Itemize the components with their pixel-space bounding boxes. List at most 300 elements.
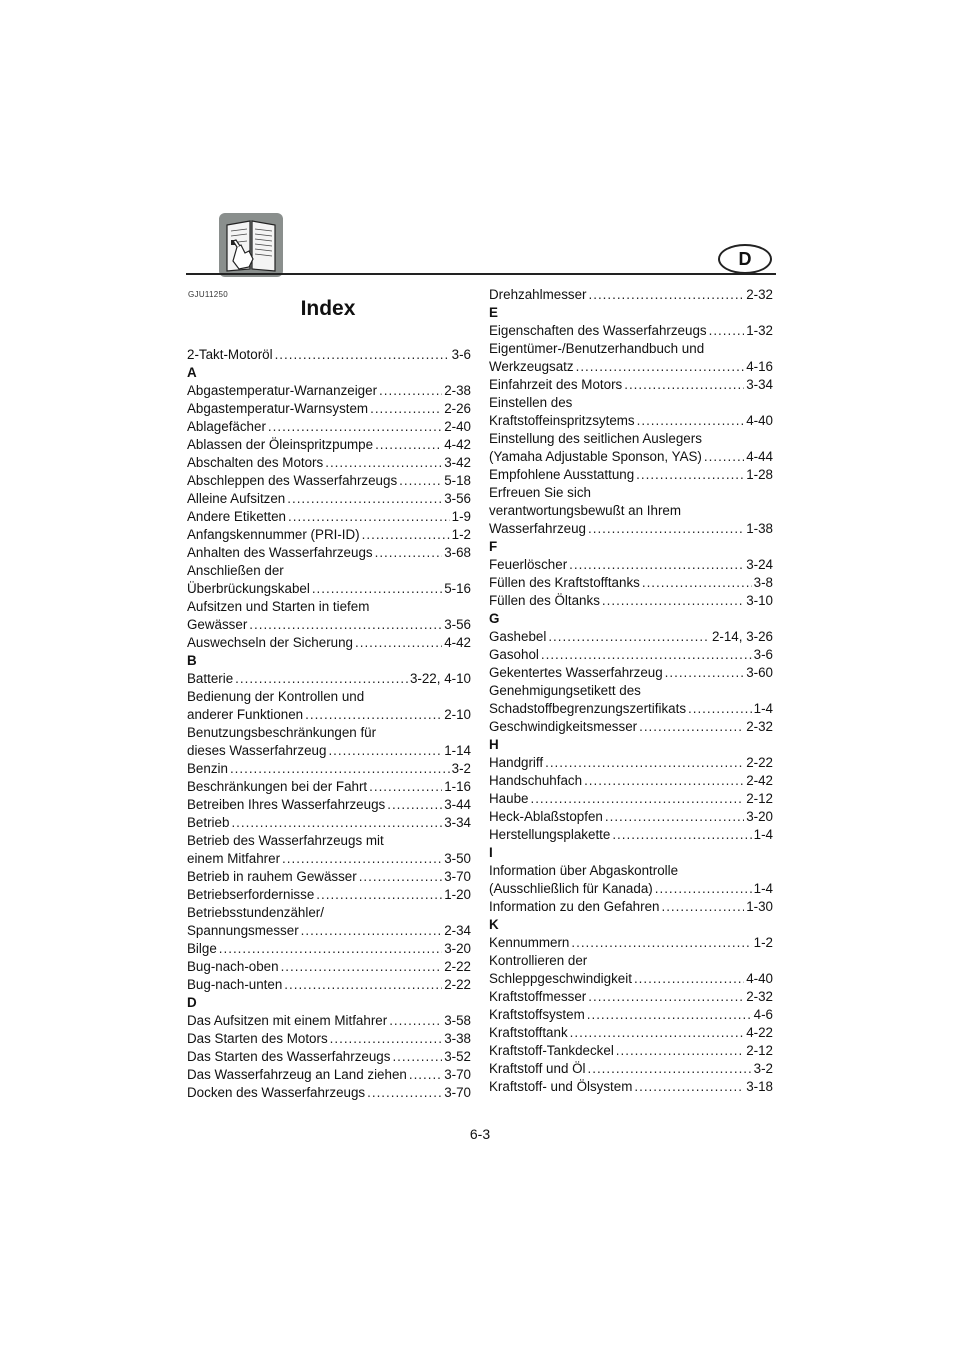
- index-entry-row: [187, 670, 471, 688]
- index-entry-page: 3-70: [444, 869, 471, 884]
- index-entry-page: 3-2: [451, 761, 471, 776]
- index-entry-row: [489, 808, 773, 826]
- dot-leader: [219, 940, 442, 958]
- dot-leader: [316, 886, 442, 904]
- index-entry-line: Betriebsstundenzähler/: [187, 905, 324, 920]
- index-entry-page: 1-4: [753, 701, 773, 716]
- index-entry-page: 3-34: [444, 815, 471, 830]
- index-entry-term: Kraftstoff-Tankdeckel: [489, 1043, 614, 1058]
- index-entry: [489, 988, 773, 1006]
- index-entry-term: Füllen des Öltanks: [489, 593, 600, 608]
- index-entry-term: Handgriff: [489, 755, 544, 770]
- index-entry-page: 2-10: [444, 707, 471, 722]
- index-entry-row: [489, 988, 773, 1006]
- page-number: 6-3: [469, 1126, 491, 1142]
- index-entry-term: Eigenschaften des Wasserfahrzeugs: [489, 323, 707, 338]
- index-entry-page: 4-16: [746, 359, 773, 374]
- index-section-letter: G: [489, 611, 500, 626]
- index-entry-row: [187, 760, 471, 778]
- index-entry-term: Kraftstoff und Öl: [489, 1061, 586, 1076]
- index-entry-term: Schadstoffbegrenzungszertifikats: [489, 701, 687, 716]
- index-entry-page: 3-70: [444, 1085, 471, 1100]
- index-entry-row: [489, 1024, 773, 1042]
- dot-leader: [655, 880, 752, 898]
- index-entry: [187, 346, 471, 364]
- index-entry-page: 3-10: [746, 593, 773, 608]
- index-entry-row: [187, 922, 471, 940]
- dot-leader: [367, 1084, 442, 1102]
- index-entry-line: Aufsitzen und Starten in tiefem: [187, 599, 370, 614]
- dot-leader: [587, 1006, 752, 1024]
- language-badge: D: [718, 244, 772, 274]
- index-entry-row: [489, 592, 773, 610]
- page-title: Index: [300, 297, 356, 320]
- index-entry-page: 2-12: [746, 1043, 773, 1058]
- index-entry: [187, 940, 471, 958]
- index-entry-term: Gashebel: [489, 629, 547, 644]
- index-entry-term: (Ausschließlich für Kanada): [489, 881, 653, 896]
- dot-leader: [576, 358, 745, 376]
- index-entry-term: Beschränkungen bei der Fahrt: [187, 779, 368, 794]
- index-entry-row: [489, 466, 773, 484]
- index-entry-row: [489, 520, 773, 538]
- index-entry-page: 3-34: [746, 377, 773, 392]
- index-entry-row: [187, 346, 471, 364]
- index-entry: [489, 898, 773, 916]
- dot-leader: [541, 646, 752, 664]
- index-entry-row: [187, 382, 471, 400]
- index-entry-page: 4-6: [753, 1007, 773, 1022]
- index-entry: [187, 724, 471, 760]
- dot-leader: [362, 526, 450, 544]
- dot-leader: [588, 988, 744, 1006]
- index-entry-row: [187, 616, 471, 634]
- index-entry-row: [489, 322, 773, 340]
- index-entry: [489, 772, 773, 790]
- index-entry-row: [187, 436, 471, 454]
- index-entry-line: Einstellen des: [489, 395, 573, 410]
- index-entry-term: Betrieb in rauhem Gewässer: [187, 869, 357, 884]
- index-entry-page: 5-16: [444, 581, 471, 596]
- index-entry-term: Bilge: [187, 941, 217, 956]
- index-entry: [187, 472, 471, 490]
- index-entry: [187, 832, 471, 868]
- index-entry: [187, 886, 471, 904]
- index-entry-line: Einstellung des seitlichen Auslegers: [489, 431, 702, 446]
- dot-leader: [634, 1078, 744, 1096]
- dot-leader: [387, 796, 442, 814]
- index-entry: [187, 382, 471, 400]
- index-entry: [489, 664, 773, 682]
- index-entry-row: [489, 1042, 773, 1060]
- index-section-letter: B: [187, 653, 197, 668]
- index-entry-row: [187, 778, 471, 796]
- index-entry-page: 1-2: [753, 935, 773, 950]
- index-entry-row: [489, 754, 773, 772]
- dot-leader: [288, 508, 450, 526]
- index-entry: [489, 1042, 773, 1060]
- index-entry-term: Empfohlene Ausstattung: [489, 467, 635, 482]
- index-entry-page: 3-42: [444, 455, 471, 470]
- index-entry: [187, 490, 471, 508]
- index-entry: [187, 400, 471, 418]
- index-entry-row: [187, 958, 471, 976]
- index-entry-term: Kraftstoffsystem: [489, 1007, 585, 1022]
- index-entry-term: Betriebserfordernisse: [187, 887, 315, 902]
- index-entry: [489, 556, 773, 574]
- index-entry-term: Benzin: [187, 761, 228, 776]
- dot-leader: [409, 1066, 442, 1084]
- dot-leader: [624, 376, 744, 394]
- index-entry: [187, 814, 471, 832]
- index-entry-page: 4-22: [746, 1025, 773, 1040]
- index-entry-row: [489, 286, 773, 304]
- index-entry-page: 3-56: [444, 617, 471, 632]
- index-entry-term: Schleppgeschwindigkeit: [489, 971, 632, 986]
- index-entry-row: [187, 742, 471, 760]
- index-entry-page: 3-6: [451, 347, 471, 362]
- index-entry-page: 4-42: [444, 635, 471, 650]
- index-entry-term: Geschwindigkeitsmesser: [489, 719, 638, 734]
- index-entry: [489, 718, 773, 736]
- index-entry-page: 3-56: [444, 491, 471, 506]
- index-entry-row: [187, 454, 471, 472]
- index-entry-row: [187, 850, 471, 868]
- dot-leader: [268, 418, 442, 436]
- index-entry-page: 2-38: [444, 383, 471, 398]
- index-entry-row: [489, 412, 773, 430]
- index-entry: [187, 760, 471, 778]
- index-entry-row: [187, 940, 471, 958]
- dot-leader: [369, 778, 442, 796]
- dot-leader: [282, 850, 442, 868]
- dot-leader: [392, 1048, 442, 1066]
- index-entry: [187, 526, 471, 544]
- dot-leader: [249, 616, 442, 634]
- index-entry-page: 3-68: [444, 545, 471, 560]
- index-entry-term: Anhalten des Wasserfahrzeugs: [187, 545, 373, 560]
- dot-leader: [355, 634, 442, 652]
- index-entry-page: 3-8: [753, 575, 773, 590]
- index-entry: [187, 1030, 471, 1048]
- index-entry-page: 1-2: [451, 527, 471, 542]
- index-entry-page: 2-22: [444, 977, 471, 992]
- dot-leader: [642, 574, 752, 592]
- index-entry-page: 2-32: [746, 719, 773, 734]
- index-entry: [187, 1012, 471, 1030]
- index-entry-page: 2-40: [444, 419, 471, 434]
- index-entry: [489, 1024, 773, 1042]
- index-entry-page: 1-32: [746, 323, 773, 338]
- index-entry-term: Betrieb: [187, 815, 230, 830]
- index-entry-row: [187, 580, 471, 598]
- index-entry-term: Einfahrzeit des Motors: [489, 377, 623, 392]
- index-entry-term: Gekentertes Wasserfahrzeug: [489, 665, 663, 680]
- dot-leader: [301, 922, 443, 940]
- index-entry-row: [187, 490, 471, 508]
- index-entry-term: Haube: [489, 791, 529, 806]
- dot-leader: [637, 412, 745, 430]
- dot-leader: [569, 556, 744, 574]
- index-entry-row: [489, 880, 773, 898]
- dot-leader: [612, 826, 751, 844]
- index-entry-term: Kraftstoff- und Ölsystem: [489, 1079, 633, 1094]
- index-entry: [187, 904, 471, 940]
- index-section-letter: D: [187, 995, 197, 1010]
- index-entry-term: Andere Etiketten: [187, 509, 287, 524]
- index-entry-term: Feuerlöscher: [489, 557, 568, 572]
- index-entry-page: 1-30: [746, 899, 773, 914]
- index-entry-page: 2-14, 3-26: [711, 629, 773, 644]
- index-entry: [187, 958, 471, 976]
- dot-leader: [639, 718, 744, 736]
- index-entry-page: 3-44: [444, 797, 471, 812]
- index-entry-term: Docken des Wasserfahrzeugs: [187, 1085, 366, 1100]
- index-entry: [489, 682, 773, 718]
- dot-leader: [709, 322, 745, 340]
- index-entry-page: 3-70: [444, 1067, 471, 1082]
- index-entry: [187, 634, 471, 652]
- index-entry-term: Gewässer: [187, 617, 248, 632]
- dot-leader: [530, 790, 744, 808]
- index-entry-row: [187, 508, 471, 526]
- index-entry-line: Eigentümer-/Benutzerhandbuch und: [489, 341, 705, 356]
- index-entry-row: [187, 418, 471, 436]
- header-rule: [186, 273, 776, 275]
- index-entry-row: [187, 634, 471, 652]
- index-entry-term: Spannungsmesser: [187, 923, 299, 938]
- index-entry: [489, 430, 773, 466]
- index-entry-row: [489, 898, 773, 916]
- index-entry-row: [489, 934, 773, 952]
- index-entry-row: [187, 868, 471, 886]
- index-entry-page: 2-22: [746, 755, 773, 770]
- index-section-letter: A: [187, 365, 197, 380]
- index-entry-page: 1-14: [444, 743, 471, 758]
- index-entry: [187, 598, 471, 634]
- dot-leader: [399, 472, 442, 490]
- index-entry: [187, 508, 471, 526]
- index-entry: [187, 418, 471, 436]
- index-entry-term: Information zu den Gefahren: [489, 899, 660, 914]
- dot-leader: [570, 1024, 745, 1042]
- dot-leader: [545, 754, 744, 772]
- index-entry-row: [489, 772, 773, 790]
- index-entry-term: Drehzahlmesser: [489, 287, 587, 302]
- index-entry-row: [489, 1006, 773, 1024]
- index-entry-term: Überbrückungskabel: [187, 581, 310, 596]
- manual-book-hand-icon: [219, 213, 283, 277]
- index-entry-row: [187, 1066, 471, 1084]
- index-entry-row: [489, 574, 773, 592]
- index-entry: [187, 796, 471, 814]
- index-entry-page: 1-4: [753, 881, 773, 896]
- index-entry-term: 2-Takt-Motoröl: [187, 347, 273, 362]
- index-entry-term: Handschuhfach: [489, 773, 583, 788]
- dot-leader: [275, 346, 450, 364]
- index-entry: [187, 778, 471, 796]
- index-entry-row: [489, 376, 773, 394]
- index-entry: [489, 592, 773, 610]
- index-entry-line: Bedienung der Kontrollen und: [187, 689, 365, 704]
- index-entry: [187, 454, 471, 472]
- index-entry: [187, 544, 471, 562]
- dot-leader: [230, 760, 450, 778]
- index-column-right: [489, 286, 773, 1096]
- index-entry: [489, 322, 773, 340]
- index-entry-page: 4-44: [746, 449, 773, 464]
- index-entry-row: [489, 970, 773, 988]
- index-entry-page: 3-2: [753, 1061, 773, 1076]
- index-entry-page: 2-22: [444, 959, 471, 974]
- dot-leader: [605, 808, 744, 826]
- index-entry-row: [187, 796, 471, 814]
- index-entry-term: Heck-Ablaßstopfen: [489, 809, 603, 824]
- index-entry: [489, 340, 773, 376]
- index-entry-term: Werkzeugsatz: [489, 359, 574, 374]
- index-entry-page: 2-34: [444, 923, 471, 938]
- index-column-left: [187, 346, 471, 1102]
- index-entry-row: [489, 358, 773, 376]
- index-entry: [489, 790, 773, 808]
- index-entry-page: 1-20: [444, 887, 471, 902]
- index-entry-row: [187, 1084, 471, 1102]
- index-entry-term: Betreiben Ihres Wasserfahrzeugs: [187, 797, 386, 812]
- index-entry-term: Das Aufsitzen mit einem Mitfahrer: [187, 1013, 388, 1028]
- index-entry-term: Kraftstofftank: [489, 1025, 568, 1040]
- index-entry-page: 1-38: [746, 521, 773, 536]
- index-entry-row: [187, 1030, 471, 1048]
- index-entry: [489, 862, 773, 898]
- index-section-letter: E: [489, 305, 498, 320]
- index-entry-term: Batterie: [187, 671, 234, 686]
- index-entry-row: [489, 646, 773, 664]
- index-entry-row: [489, 1078, 773, 1096]
- dot-leader: [665, 664, 745, 682]
- index-entry-page: 2-42: [746, 773, 773, 788]
- index-entry: [489, 754, 773, 772]
- index-section-letter: K: [489, 917, 499, 932]
- index-entry-term: Gasohol: [489, 647, 539, 662]
- index-entry: [187, 1084, 471, 1102]
- index-entry-page: 1-9: [451, 509, 471, 524]
- index-entry-term: Das Starten des Wasserfahrzeugs: [187, 1049, 391, 1064]
- index-entry-row: [489, 700, 773, 718]
- dot-leader: [235, 670, 408, 688]
- index-entry-page: 3-6: [753, 647, 773, 662]
- dot-leader: [312, 580, 442, 598]
- dot-leader: [231, 814, 442, 832]
- index-entry-page: 3-20: [746, 809, 773, 824]
- index-entry: [489, 646, 773, 664]
- index-entry-term: Kennummern: [489, 935, 570, 950]
- index-entry-row: [489, 826, 773, 844]
- dot-leader: [548, 628, 710, 646]
- index-entry-row: [187, 886, 471, 904]
- dot-leader: [281, 958, 443, 976]
- index-section-letter: I: [489, 845, 493, 860]
- index-entry-line: verantwortungsbewußt an Ihrem: [489, 503, 682, 518]
- dot-leader: [284, 976, 442, 994]
- index-entry-row: [489, 664, 773, 682]
- index-entry-line: Betrieb des Wasserfahrzeugs mit: [187, 833, 384, 848]
- index-entry-row: [489, 628, 773, 646]
- dot-leader: [328, 742, 442, 760]
- dot-leader: [602, 592, 744, 610]
- dot-leader: [688, 700, 752, 718]
- index-entry-row: [187, 1012, 471, 1030]
- index-entry-page: 1-28: [746, 467, 773, 482]
- index-entry: [489, 826, 773, 844]
- dot-leader: [588, 1060, 752, 1078]
- index-entry-term: Herstellungsplakette: [489, 827, 611, 842]
- index-entry-term: Abgastemperatur-Warnsystem: [187, 401, 369, 416]
- index-entry-page: 3-52: [444, 1049, 471, 1064]
- index-entry-term: Ablagefächer: [187, 419, 266, 434]
- index-entry-page: 2-32: [746, 989, 773, 1004]
- index-entry: [489, 376, 773, 394]
- index-entry-term: Füllen des Kraftstofftanks: [489, 575, 640, 590]
- index-entry-term: Kraftstoffmesser: [489, 989, 587, 1004]
- index-entry-page: 2-12: [746, 791, 773, 806]
- dot-leader: [634, 970, 744, 988]
- index-entry: [489, 628, 773, 646]
- index-entry: [489, 484, 773, 538]
- index-entry: [187, 670, 471, 688]
- index-entry-page: 3-22, 4-10: [409, 671, 471, 686]
- index-entry-row: [489, 790, 773, 808]
- dot-leader: [325, 454, 442, 472]
- index-entry-page: 4-42: [444, 437, 471, 452]
- document-code: GJU11250: [188, 290, 229, 299]
- index-entry-row: [187, 706, 471, 724]
- index-entry-line: Kontrollieren der: [489, 953, 588, 968]
- index-entry-row: [489, 448, 773, 466]
- index-entry-term: Abschalten des Motors: [187, 455, 324, 470]
- dot-leader: [370, 400, 442, 418]
- index-entry-term: dieses Wasserfahrzeug: [187, 743, 327, 758]
- index-entry-page: 1-16: [444, 779, 471, 794]
- index-entry-term: Auswechseln der Sicherung: [187, 635, 353, 650]
- dot-leader: [571, 934, 751, 952]
- index-entry: [489, 466, 773, 484]
- dot-leader: [330, 1030, 443, 1048]
- index-entry: [489, 808, 773, 826]
- index-entry-row: [187, 976, 471, 994]
- index-entry-page: 5-18: [444, 473, 471, 488]
- index-entry-term: Anfangskennummer (PRI-ID): [187, 527, 360, 542]
- index-entry-term: Alleine Aufsitzen: [187, 491, 286, 506]
- index-entry: [489, 1006, 773, 1024]
- index-entry: [187, 1048, 471, 1066]
- index-entry-term: Bug-nach-oben: [187, 959, 279, 974]
- index-entry: [489, 286, 773, 304]
- dot-leader: [588, 520, 744, 538]
- dot-leader: [375, 436, 442, 454]
- index-entry-term: anderer Funktionen: [187, 707, 304, 722]
- index-section-letter: H: [489, 737, 499, 752]
- index-entry-row: [187, 472, 471, 490]
- index-entry-row: [187, 1048, 471, 1066]
- index-entry-page: 1-4: [753, 827, 773, 842]
- index-entry: [489, 574, 773, 592]
- dot-leader: [589, 286, 745, 304]
- index-entry-term: Abschleppen des Wasserfahrzeugs: [187, 473, 398, 488]
- index-entry-line: Benutzungsbeschränkungen für: [187, 725, 377, 740]
- index-entry-term: Ablassen der Öleinspritzpumpe: [187, 437, 374, 452]
- index-entry-row: [187, 400, 471, 418]
- index-entry: [187, 1066, 471, 1084]
